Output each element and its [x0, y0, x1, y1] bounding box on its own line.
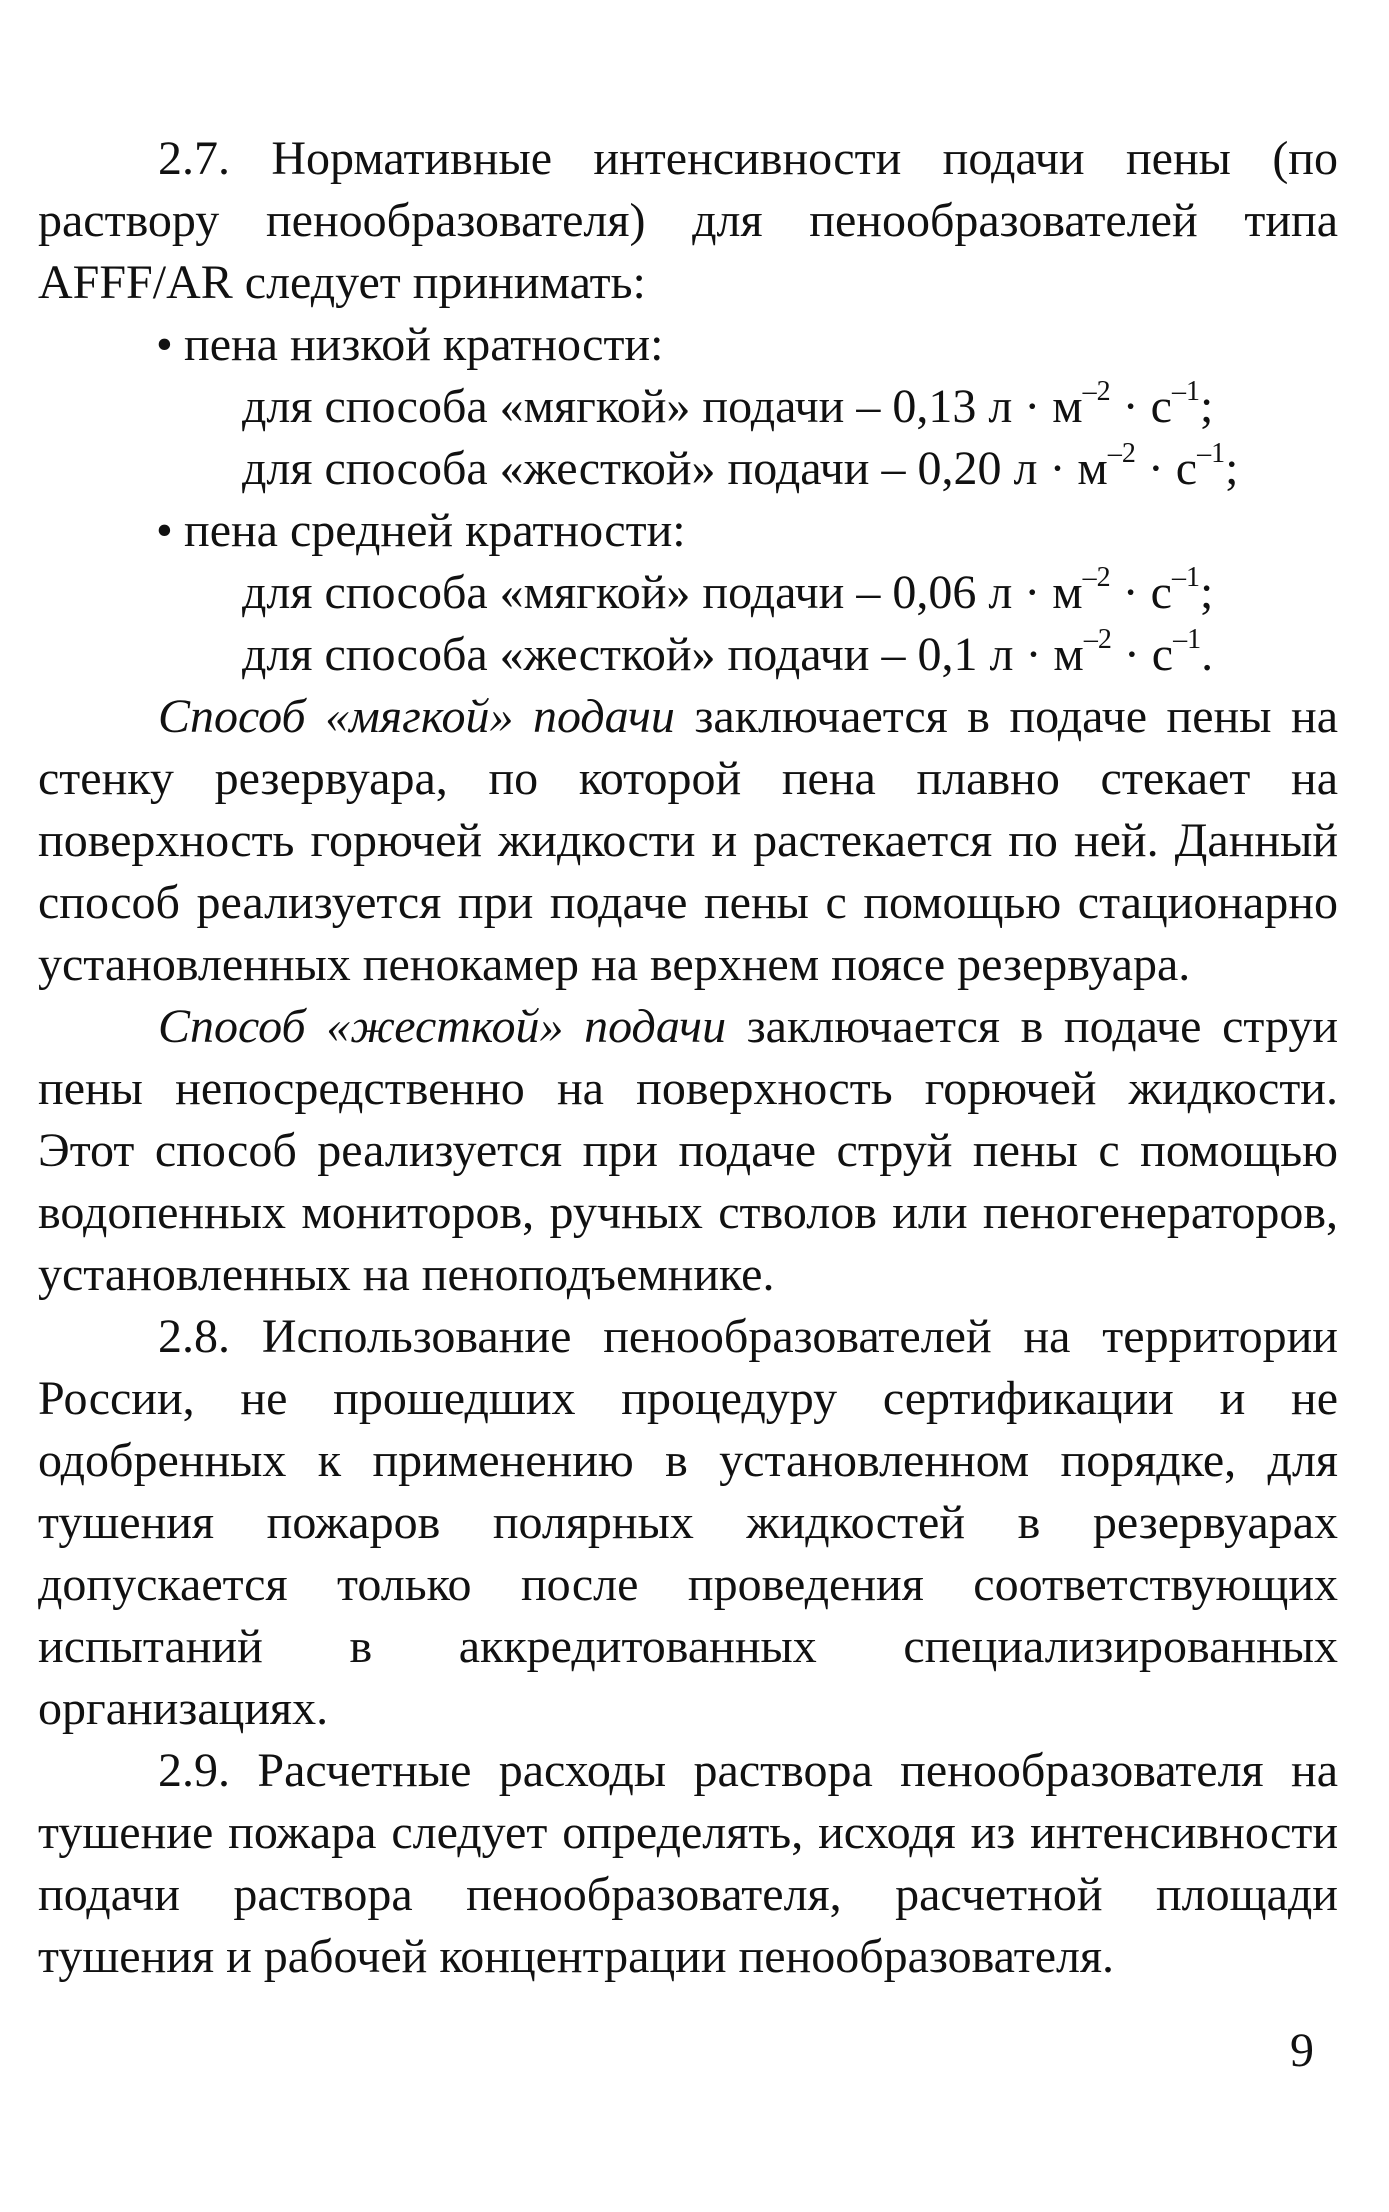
bullet-dot: • — [156, 318, 173, 371]
bullet-label: пена низкой кратности: — [184, 318, 664, 371]
term-hard-method: Способ «жесткой» подачи — [158, 1000, 727, 1053]
paragraph-hard-method: Способ «жесткой» подачи заключается в подаче струи пены непосредственно на поверхность горючей жидкости. Этот способ реализуется при подаче струй пены с помощью водопенных мониторов, ручных стволов или пеногенераторов, установленных на пеноподъемнике. — [38, 1000, 1339, 1301]
rate-medium-soft: для способа «мягкой» подачи – 0,06 $л \cdot м^{-2} \cdot с^{-1}$; — [242, 562, 1214, 619]
rate-low-soft: для способа «мягкой» подачи – 0,13 $л \cdot м^{-2} \cdot с^{-1}$; — [242, 376, 1214, 433]
page-number: 9 — [1290, 2024, 1314, 2077]
bullet-label: пена средней кратности: — [184, 504, 686, 557]
paragraph-2-9: 2.9. Расчетные расходы раствора пенообразователя на тушение пожара следует определять, исходя из интенсивности подачи раствора пенообразователя, расчетной площади тушения и рабочей концентрации пенообразователя. — [38, 1744, 1338, 1983]
term-soft-method: Способ «мягкой» подачи — [158, 690, 675, 743]
bullet-dot: • — [156, 504, 173, 557]
rate-medium-hard: для способа «жесткой» подачи – 0,1 $л \cdot м^{-2} \cdot с^{-1}$. — [242, 624, 1214, 681]
bullet-low-expansion — [38, 314, 1338, 376]
paragraph-soft-method: Способ «мягкой» подачи заключается в подаче пены на стенку резервуара, по которой пена плавно стекает на поверхность горючей жидкости и растекается по ней. Данный способ реализуется при подаче пены с помощью стационарно установленных пенокамер на верхнем поясе резервуара. — [38, 690, 1339, 991]
document-body — [38, 128, 1338, 1988]
bullet-medium-expansion — [38, 500, 1338, 562]
rate-low-hard: для способа «жесткой» подачи – 0,20 $л \cdot м^{-2} \cdot с^{-1}$; — [242, 438, 1239, 495]
paragraph-2-7: 2.7. Нормативные интенсивности подачи пены (по раствору пенообразователя) для пенообразователей типа AFFF/AR следует принимать: — [38, 132, 1338, 309]
paragraph-2-8: 2.8. Использование пенообразователей на территории России, не прошедших процедуру сертификации и не одобренных к применению в установленном порядке, для тушения пожаров полярных жидкостей в резервуарах допускается только после проведения соответствующих испытаний в аккредитованных специализированных организациях. — [38, 1310, 1338, 1735]
